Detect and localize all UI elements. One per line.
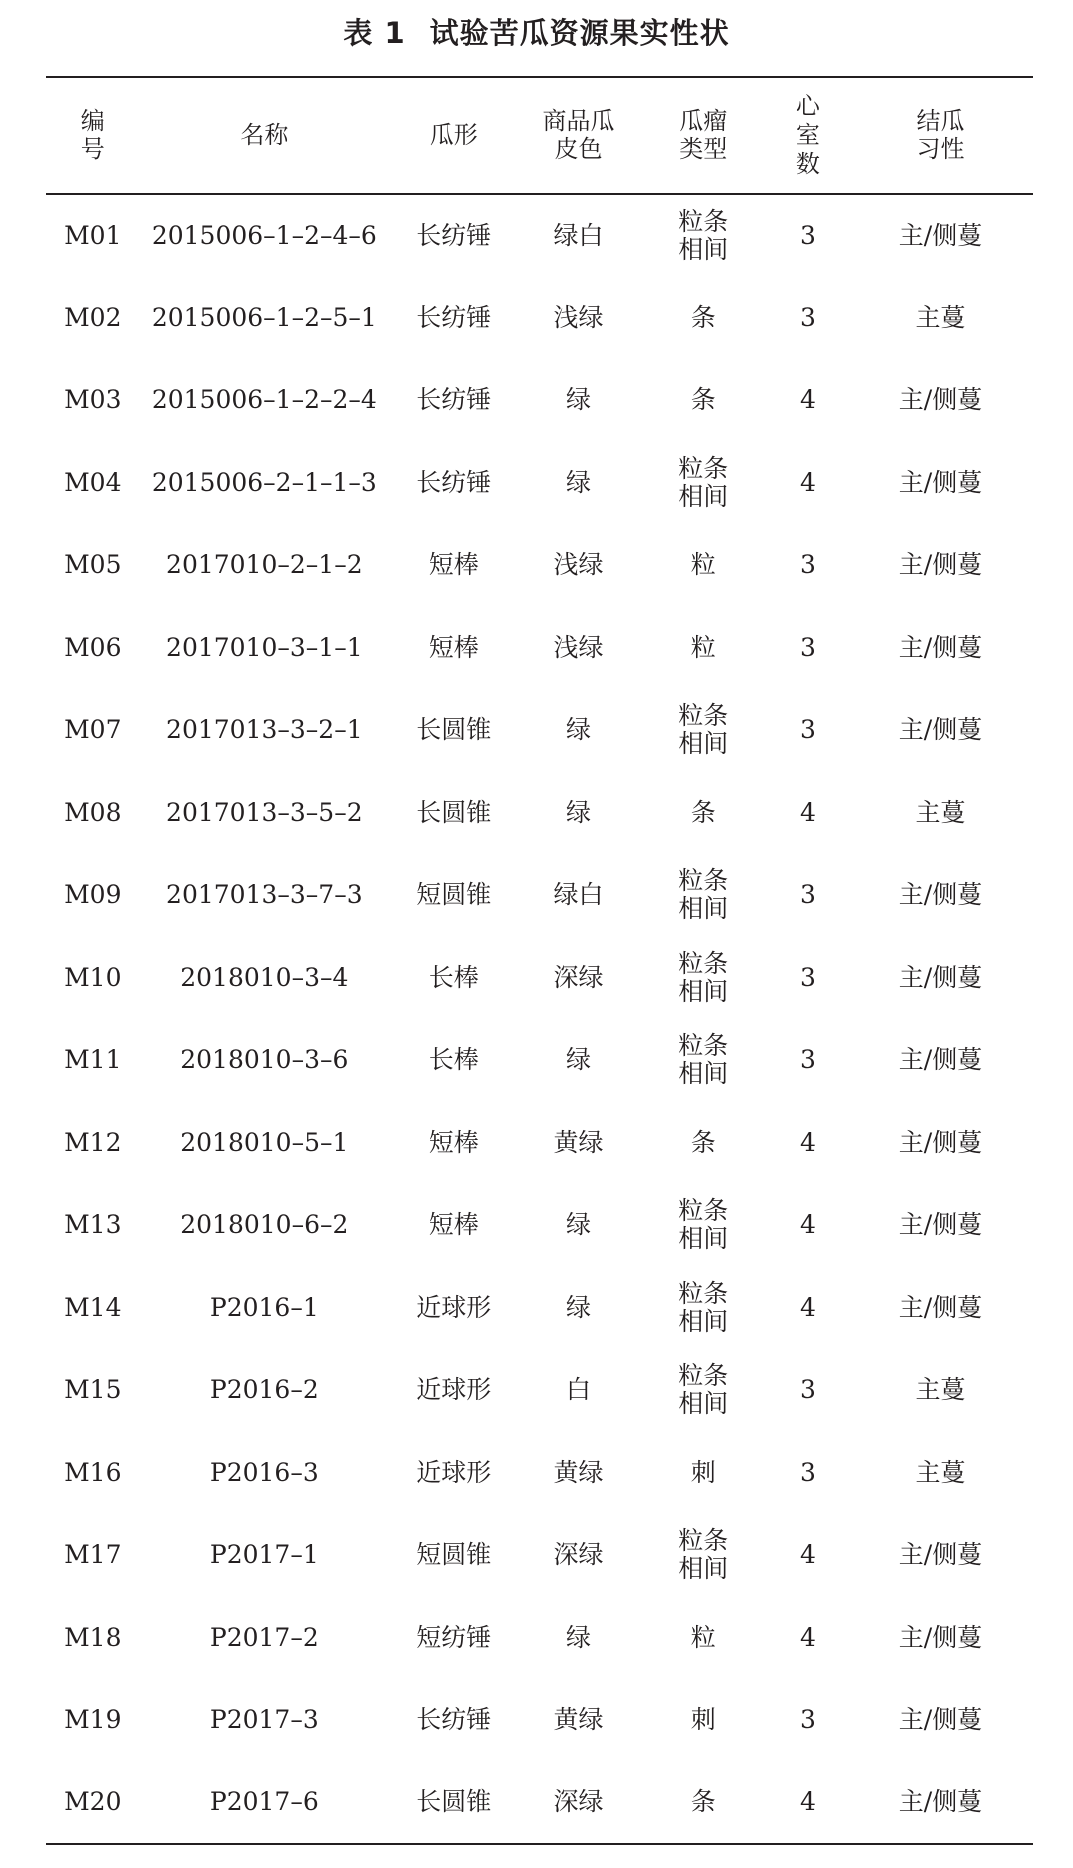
cell-fruiting-habit: 主/侧蔓 bbox=[898, 550, 983, 580]
cell-fruiting-habit: 主/侧蔓 bbox=[898, 1540, 983, 1570]
cell-shape: 长棒 bbox=[428, 1045, 479, 1075]
cell-id: M13 bbox=[64, 1210, 122, 1240]
table-row bbox=[46, 1432, 1033, 1515]
cell-shape: 长圆锥 bbox=[416, 715, 492, 745]
cell-id: M11 bbox=[64, 1045, 122, 1075]
table-body bbox=[46, 194, 1033, 1844]
cell-skin-color: 绿 bbox=[565, 715, 591, 745]
cell-tumor-type: 粒条相间 bbox=[678, 701, 729, 759]
table-row bbox=[46, 607, 1033, 690]
cell-fruiting-habit: 主/侧蔓 bbox=[898, 467, 983, 497]
cell-name: 2018010–5–1 bbox=[180, 1127, 349, 1157]
cell-locule-count: 3 bbox=[799, 880, 816, 910]
cell-name: P2017–1 bbox=[209, 1540, 319, 1570]
cell-name: P2017–2 bbox=[209, 1622, 319, 1652]
cell-name: P2016–2 bbox=[209, 1375, 319, 1405]
cell-shape: 长圆锥 bbox=[416, 797, 492, 827]
cell-shape: 长纺锤 bbox=[416, 220, 492, 250]
cell-locule-count: 4 bbox=[799, 1127, 816, 1157]
cell-tumor-type: 粒条相间 bbox=[678, 206, 729, 264]
cell-skin-color: 绿 bbox=[565, 1210, 591, 1240]
table-row bbox=[46, 277, 1033, 360]
cell-tumor-type: 条 bbox=[690, 1127, 716, 1157]
cell-id: M02 bbox=[64, 302, 122, 332]
cell-shape: 长纺锤 bbox=[416, 467, 492, 497]
cell-skin-color: 浅绿 bbox=[553, 632, 604, 662]
cell-fruiting-habit: 主蔓 bbox=[915, 1375, 966, 1405]
cell-shape: 短棒 bbox=[428, 1210, 479, 1240]
cell-tumor-type: 粒条相间 bbox=[678, 866, 729, 924]
cell-skin-color: 绿 bbox=[565, 797, 591, 827]
table-title: 试验苦瓜资源果实性状 bbox=[429, 16, 730, 50]
table-row bbox=[46, 524, 1033, 607]
cell-name: 2015006–1–2–4–6 bbox=[151, 220, 377, 250]
col-header-tumor-type: 瓜瘤类型 bbox=[679, 107, 728, 163]
cell-locule-count: 4 bbox=[799, 1787, 816, 1817]
cell-skin-color: 浅绿 bbox=[553, 550, 604, 580]
cell-shape: 长纺锤 bbox=[416, 385, 492, 415]
cell-tumor-type: 粒条相间 bbox=[678, 453, 729, 511]
cell-skin-color: 绿 bbox=[565, 1292, 591, 1322]
cell-fruiting-habit: 主/侧蔓 bbox=[898, 1622, 983, 1652]
cell-tumor-type: 粒 bbox=[690, 550, 716, 580]
cell-shape: 短纺锤 bbox=[416, 1622, 492, 1652]
cell-id: M04 bbox=[64, 467, 122, 497]
cell-tumor-type: 粒条相间 bbox=[678, 1278, 729, 1336]
cell-fruiting-habit: 主蔓 bbox=[915, 797, 966, 827]
cell-shape: 长圆锥 bbox=[416, 1787, 492, 1817]
cell-shape: 长棒 bbox=[428, 962, 479, 992]
cell-name: 2017010–2–1–2 bbox=[166, 550, 363, 580]
cell-fruiting-habit: 主/侧蔓 bbox=[898, 1210, 983, 1240]
cell-name: P2017–3 bbox=[209, 1705, 319, 1735]
cell-locule-count: 3 bbox=[799, 632, 816, 662]
cell-id: M01 bbox=[64, 220, 122, 250]
cell-tumor-type: 粒 bbox=[690, 632, 716, 662]
cell-skin-color: 绿 bbox=[565, 1622, 591, 1652]
cell-skin-color: 黄绿 bbox=[553, 1127, 604, 1157]
cell-id: M12 bbox=[64, 1127, 122, 1157]
table-row bbox=[46, 1679, 1033, 1762]
cell-locule-count: 4 bbox=[799, 385, 816, 415]
table-row bbox=[46, 854, 1033, 937]
cell-skin-color: 浅绿 bbox=[553, 302, 604, 332]
cell-name: P2016–3 bbox=[209, 1457, 319, 1487]
cell-tumor-type: 粒条相间 bbox=[678, 1031, 729, 1089]
cell-id: M15 bbox=[64, 1375, 122, 1405]
cell-tumor-type: 粒条相间 bbox=[678, 1196, 729, 1254]
cell-tumor-type: 条 bbox=[690, 797, 716, 827]
cell-tumor-type: 粒 bbox=[690, 1622, 716, 1652]
cell-name: 2017010–3–1–1 bbox=[166, 632, 363, 662]
col-header-id: 编号 bbox=[80, 107, 105, 163]
cell-skin-color: 深绿 bbox=[553, 962, 604, 992]
cell-tumor-type: 条 bbox=[690, 302, 716, 332]
table-row bbox=[46, 1597, 1033, 1680]
cell-name: 2018010–3–6 bbox=[180, 1045, 349, 1075]
table-row bbox=[46, 359, 1033, 442]
cell-id: M07 bbox=[64, 715, 122, 745]
table-row bbox=[46, 772, 1033, 855]
cell-fruiting-habit: 主/侧蔓 bbox=[898, 962, 983, 992]
col-header-shape: 瓜形 bbox=[429, 121, 478, 149]
cell-shape: 短圆锥 bbox=[416, 880, 492, 910]
table-caption bbox=[0, 8, 1073, 58]
cell-fruiting-habit: 主蔓 bbox=[915, 1457, 966, 1487]
cell-id: M09 bbox=[64, 880, 122, 910]
cell-shape: 长纺锤 bbox=[416, 1705, 492, 1735]
cell-fruiting-habit: 主/侧蔓 bbox=[898, 1127, 983, 1157]
cell-fruiting-habit: 主蔓 bbox=[915, 302, 966, 332]
col-header-fruiting-habit: 结瓜习性 bbox=[916, 107, 965, 163]
col-header-name: 名称 bbox=[240, 121, 289, 149]
cell-name: 2018010–3–4 bbox=[180, 962, 349, 992]
cell-id: M17 bbox=[64, 1540, 122, 1570]
cell-fruiting-habit: 主/侧蔓 bbox=[898, 1292, 983, 1322]
table-row bbox=[46, 1514, 1033, 1597]
cell-name: 2017013–3–7–3 bbox=[166, 880, 363, 910]
cell-skin-color: 绿白 bbox=[553, 880, 604, 910]
cell-fruiting-habit: 主/侧蔓 bbox=[898, 385, 983, 415]
table-row bbox=[46, 1267, 1033, 1350]
cell-shape: 短棒 bbox=[428, 1127, 479, 1157]
cell-skin-color: 深绿 bbox=[553, 1540, 604, 1570]
table-row bbox=[46, 194, 1033, 277]
cell-fruiting-habit: 主/侧蔓 bbox=[898, 880, 983, 910]
cell-tumor-type: 刺 bbox=[690, 1457, 716, 1487]
cell-locule-count: 3 bbox=[799, 550, 816, 580]
cell-tumor-type: 粒条相间 bbox=[678, 1526, 729, 1584]
cell-shape: 近球形 bbox=[416, 1375, 492, 1405]
cell-locule-count: 3 bbox=[799, 962, 816, 992]
cell-locule-count: 3 bbox=[799, 715, 816, 745]
table-number: 表 1 bbox=[343, 16, 406, 50]
cell-skin-color: 绿 bbox=[565, 1045, 591, 1075]
cell-id: M16 bbox=[64, 1457, 122, 1487]
cell-shape: 短圆锥 bbox=[416, 1540, 492, 1570]
cell-id: M14 bbox=[64, 1292, 122, 1322]
cell-id: M05 bbox=[64, 550, 122, 580]
cell-fruiting-habit: 主/侧蔓 bbox=[898, 220, 983, 250]
cell-id: M20 bbox=[64, 1787, 122, 1817]
cell-id: M19 bbox=[64, 1705, 122, 1735]
table-row bbox=[46, 442, 1033, 525]
table-row bbox=[46, 1019, 1033, 1102]
cell-shape: 长纺锤 bbox=[416, 302, 492, 332]
cell-shape: 短棒 bbox=[428, 550, 479, 580]
table-row bbox=[46, 1184, 1033, 1267]
cell-locule-count: 4 bbox=[799, 797, 816, 827]
cell-id: M06 bbox=[64, 632, 122, 662]
cell-skin-color: 黄绿 bbox=[553, 1705, 604, 1735]
cell-locule-count: 4 bbox=[799, 1540, 816, 1570]
cell-skin-color: 白 bbox=[565, 1375, 591, 1405]
cell-locule-count: 4 bbox=[799, 1622, 816, 1652]
cell-locule-count: 4 bbox=[799, 1210, 816, 1240]
cell-name: P2016–1 bbox=[209, 1292, 319, 1322]
fruit-traits-table bbox=[46, 76, 1033, 1845]
table-row bbox=[46, 1349, 1033, 1432]
cell-locule-count: 3 bbox=[799, 1045, 816, 1075]
cell-skin-color: 绿 bbox=[565, 467, 591, 497]
cell-locule-count: 4 bbox=[799, 467, 816, 497]
cell-name: 2015006–1–2–5–1 bbox=[151, 302, 377, 332]
cell-locule-count: 4 bbox=[799, 1292, 816, 1322]
cell-name: P2017–6 bbox=[209, 1787, 319, 1817]
cell-skin-color: 深绿 bbox=[553, 1787, 604, 1817]
table-row bbox=[46, 1762, 1033, 1845]
col-header-locule-count: 心室数 bbox=[795, 92, 820, 178]
cell-fruiting-habit: 主/侧蔓 bbox=[898, 1045, 983, 1075]
cell-id: M08 bbox=[64, 797, 122, 827]
cell-locule-count: 3 bbox=[799, 1375, 816, 1405]
cell-name: 2017013–3–5–2 bbox=[166, 797, 363, 827]
cell-skin-color: 绿 bbox=[565, 385, 591, 415]
table-row bbox=[46, 689, 1033, 772]
cell-shape: 短棒 bbox=[428, 632, 479, 662]
header-row bbox=[46, 77, 1033, 194]
cell-name: 2017013–3–2–1 bbox=[166, 715, 363, 745]
cell-locule-count: 3 bbox=[799, 302, 816, 332]
cell-name: 2018010–6–2 bbox=[180, 1210, 349, 1240]
cell-fruiting-habit: 主/侧蔓 bbox=[898, 1787, 983, 1817]
cell-tumor-type: 刺 bbox=[690, 1705, 716, 1735]
cell-name: 2015006–2–1–1–3 bbox=[151, 467, 377, 497]
cell-fruiting-habit: 主/侧蔓 bbox=[898, 632, 983, 662]
cell-locule-count: 3 bbox=[799, 1705, 816, 1735]
cell-tumor-type: 条 bbox=[690, 385, 716, 415]
cell-tumor-type: 粒条相间 bbox=[678, 1361, 729, 1419]
col-header-skin-color: 商品瓜皮色 bbox=[542, 107, 615, 163]
cell-shape: 近球形 bbox=[416, 1292, 492, 1322]
cell-id: M03 bbox=[64, 385, 122, 415]
cell-tumor-type: 条 bbox=[690, 1787, 716, 1817]
cell-shape: 近球形 bbox=[416, 1457, 492, 1487]
cell-skin-color: 黄绿 bbox=[553, 1457, 604, 1487]
cell-locule-count: 3 bbox=[799, 220, 816, 250]
table-row bbox=[46, 937, 1033, 1020]
cell-fruiting-habit: 主/侧蔓 bbox=[898, 1705, 983, 1735]
cell-id: M10 bbox=[64, 962, 122, 992]
cell-id: M18 bbox=[64, 1622, 122, 1652]
cell-name: 2015006–1–2–2–4 bbox=[151, 385, 377, 415]
cell-tumor-type: 粒条相间 bbox=[678, 948, 729, 1006]
cell-skin-color: 绿白 bbox=[553, 220, 604, 250]
cell-fruiting-habit: 主/侧蔓 bbox=[898, 715, 983, 745]
table-row bbox=[46, 1102, 1033, 1185]
cell-locule-count: 3 bbox=[799, 1457, 816, 1487]
